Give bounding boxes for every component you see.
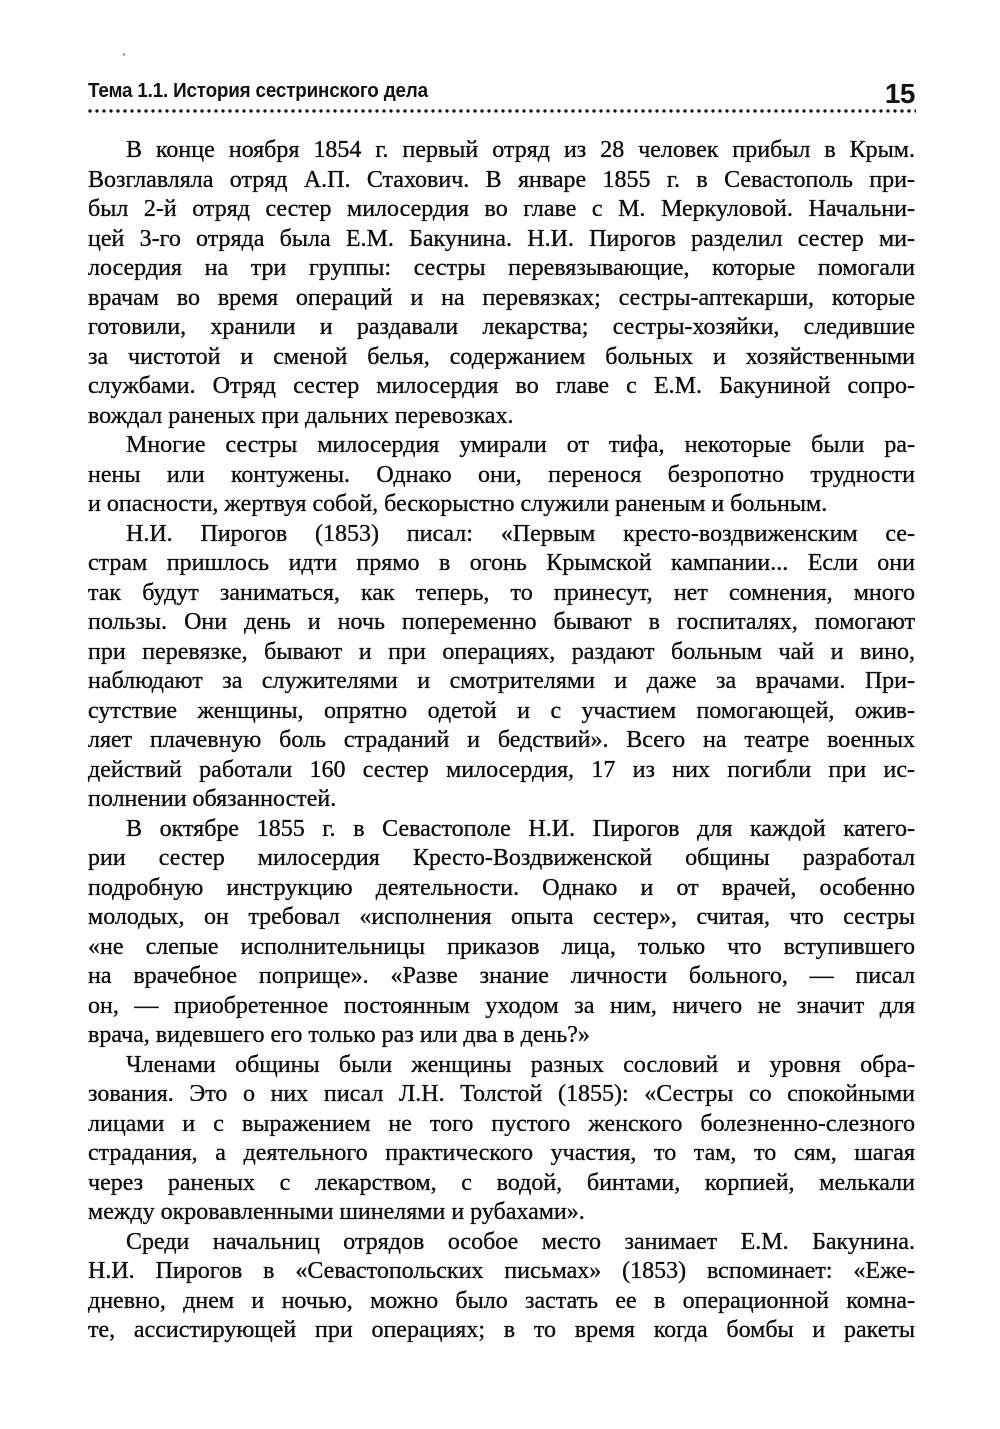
text-line: лосердия на три группы: сестры перевязывающие, которые помогали (88, 255, 915, 281)
text-line: действий работали 160 сестер милосердия, 17 из них погибли при ис- (88, 756, 915, 783)
text-line: между окровавленными шинелями и рубахами». (88, 1199, 585, 1225)
text-line: Членами общины были женщины разных сословий и уровня обра- (126, 1051, 915, 1078)
text-line: Многие сестры милосердия умирали от тифа, некоторые были ра- (126, 432, 915, 458)
text-line: В октябре 1855 г. в Севастополе Н.И. Пирогов для каждой катего- (126, 815, 915, 842)
text-line: вождал раненых при дальних перевозках. (88, 402, 514, 429)
text-line: готовили, хранили и раздавали лекарства; сестры-хозяйки, следившие (88, 314, 915, 340)
text-line: те, ассистирующей при операциях; в то время когда бомбы и ракеты (88, 1317, 915, 1343)
text-line: через раненых с лекарством, с водой, бинтами, корпией, мелькали (88, 1169, 915, 1196)
body-text (88, 136, 915, 1346)
text-line: врачам во время операций и на перевязках; сестры-аптекарши, которые (88, 284, 915, 311)
text-line: В конце ноября 1854 г. первый отряд из 28 человек прибыл в Крым. (126, 137, 915, 163)
text-line: пользы. Они день и ночь попеременно бывают в госпиталях, помогают (88, 609, 915, 635)
text-line: подробную инструкцию деятельности. Однако и от врачей, особенно (88, 874, 915, 901)
text-line: молодых, он требовал «исполнения опыта сестер», считая, что сестры (88, 904, 915, 930)
text-line: за чистотой и сменой белья, содержанием больных и хозяйственными (88, 343, 915, 370)
paragraph (88, 815, 915, 1051)
text-line: лицами и с выражением не того пустого женского болезненно-слезного (88, 1110, 915, 1137)
text-line: Н.И. Пирогов в «Севастопольских письмах» (1853) вспоминает: «Еже- (88, 1258, 915, 1284)
text-line: был 2-й отряд сестер милосердия во главе с М. Меркуловой. Начальни- (88, 196, 915, 222)
text-line: сутствие женщины, опрятно одетой и с участием помогающей, ожив- (88, 697, 915, 724)
text-line: ляет плачевную боль страданий и бедствий». Всего на театре военных (88, 727, 915, 753)
chapter-title: Тема 1.1. История сестринского дела (88, 79, 428, 102)
text-line: зования. Это о них писал Л.Н. Толстой (1855): «Сестры со спокойными (88, 1081, 915, 1107)
text-line: полнении обязанностей. (88, 786, 337, 812)
text-line: он, — приобретенное постоянным уходом за ним, ничего не значит для (88, 992, 915, 1019)
paragraph (88, 1051, 915, 1228)
text-line: службами. Отряд сестер милосердия во главе с Е.М. Бакуниной сопро- (88, 373, 915, 399)
text-line: Возглавляла отряд А.П. Стахович. В январе 1855 г. в Севастополь при- (88, 166, 915, 193)
text-line: наблюдают за служителями и смотрителями и даже за врачами. При- (88, 668, 915, 694)
running-head (88, 76, 915, 109)
text-line: страдания, а деятельного практического участия, то там, то сям, шагая (88, 1140, 915, 1166)
text-line: так будут заниматься, как теперь, то принесут, нет сомнения, много (88, 579, 915, 606)
text-line: и опасности, жертвуя собой, бескорыстно служили раненым и больным. (88, 491, 828, 517)
paragraph (88, 136, 915, 431)
text-line: Н.И. Пирогов (1853) писал: «Первым кресто-воздвиженским се- (126, 520, 915, 547)
text-line: цей 3-го отряда была Е.М. Бакунина. Н.И. Пирогов разделил сестер ми- (88, 225, 915, 252)
paragraph (88, 1228, 915, 1346)
text-line: страм пришлось идти прямо в огонь Крымской кампании... Если они (88, 550, 915, 576)
paragraph (88, 520, 915, 815)
text-line: «не слепые исполнительницы приказов лица, только что вступившего (88, 933, 915, 960)
text-line: дневно, днем и ночью, можно было застать ее в операционной комна- (88, 1287, 915, 1314)
text-line: нены или контужены. Однако они, перенося безропотно трудности (88, 461, 915, 488)
dotted-rule-divider (88, 109, 916, 113)
scan-speck-artifact (123, 53, 125, 56)
text-line: рии сестер милосердия Кресто-Воздвиженской общины разработал (88, 845, 915, 871)
text-line: при перевязке, бывают и при операциях, раздают больным чай и вино, (88, 638, 915, 665)
text-line: Среди начальниц отрядов особое место занимает Е.М. Бакунина. (126, 1228, 915, 1255)
text-line: врача, видевшего его только раз или два в день?» (88, 1022, 590, 1048)
text-line: на врачебное поприще». «Разве знание личности больного, — писал (88, 963, 915, 989)
paragraph (88, 431, 915, 520)
page-number: 15 (884, 78, 915, 109)
